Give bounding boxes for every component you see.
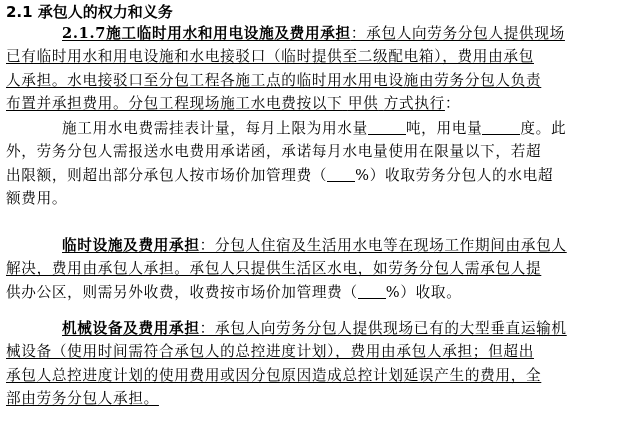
p3-line-2: 解决，费用由承包人承担。承包人只提供生活区水电，如劳务分包人需承包人提 <box>6 260 542 278</box>
p3-line-1: 临时设施及费用承担：分包人住宿及生活用水电等在现场工作期间由承包人 <box>62 237 567 254</box>
p2-line-1: 施工用水电费需挂表计量，每月上限为用水量 吨，用电量 度。此 <box>62 120 567 137</box>
p1-line-1: 2.1.7施工临时用水和用电设施及费用承担：承包人向劳务分包人提供现场 <box>62 25 565 42</box>
power-limit-blank <box>482 120 520 135</box>
paragraph-temporary-facilities <box>6 234 586 304</box>
paragraph-machinery <box>6 317 586 411</box>
p4-line-1: 机械设备及费用承担：承包人向劳务分包人提供现场已有的大型垂直运输机 <box>62 320 567 337</box>
paragraph-metering <box>6 117 586 211</box>
p2-line-2: 外，劳务分包人需报送水电费用承诺函，承诺每月水电量使用在限量以下，若超 <box>6 143 542 161</box>
section-heading: 2.1 承包人的权力和义务 <box>6 3 173 21</box>
office-fee-rate-blank <box>358 284 386 299</box>
p1-line-4: 布置并承担费用。分包工程现场施工水电费按以下 甲供 方式执行： <box>6 95 461 113</box>
p1-line-2: 已有临时用水和用电设施和水电接驳口（临时提供至二级配电箱），费用由承包 <box>6 48 534 66</box>
clause-title: 2.1.7施工临时用水和用电设施及费用承担 <box>62 25 351 42</box>
p3-line-3: 供办公区，则需另外收费，收费按市场价加管理费（ %）收取。 <box>6 283 462 301</box>
paragraph-utilities-facilities <box>6 22 586 116</box>
temp-facilities-title: 临时设施及费用承担 <box>62 237 200 254</box>
water-limit-blank <box>368 120 406 135</box>
p1-line-3: 人承担。水电接驳口至分包工程各施工点的临时用水用电设施由劳务分包人负责 <box>6 71 542 89</box>
machinery-title: 机械设备及费用承担 <box>62 320 200 337</box>
p2-line-3: 出限额，则超出部分承包人按市场价加管理费（ %）收取劳务分包人的水电超 <box>6 166 554 184</box>
p4-line-2: 械设备（使用时间需符合承包人的总控进度计划），费用由承包人承担；但超出 <box>6 343 534 361</box>
p4-line-4: 部由劳务分包人承担。 <box>6 390 159 408</box>
p4-line-3: 承包人总控进度计划的使用费用或因分包原因造成总控计划延误产生的费用，全 <box>6 366 542 384</box>
supply-method: 甲供 <box>347 95 379 113</box>
p2-line-4: 额费用。 <box>6 190 68 208</box>
fee-rate-blank <box>327 167 355 182</box>
